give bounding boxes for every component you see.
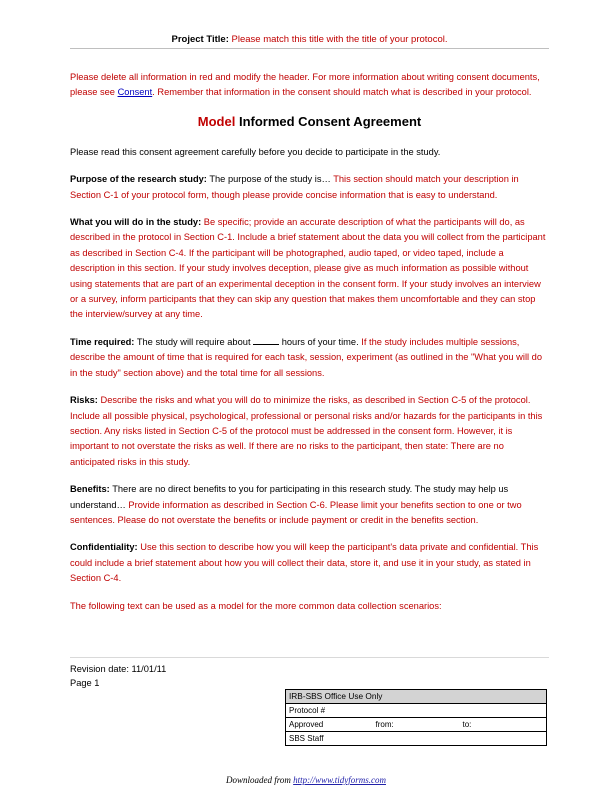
section-time-required-red: If the study includes multiple sessions, describe the amount of time that is required for each task, session, experiment (as outlined in the "What you will do in the study" section above) and the total time for all sessions.: [70, 336, 542, 378]
section-risks: [70, 393, 549, 470]
page-footer: [70, 662, 166, 690]
table-row: [286, 718, 547, 732]
section-risks-red: Describe the risks and what you will do to minimize the risks, as described in Section C-5 of the protocol. Include all possible physical, psychological, professional or personal risks and/or hazards for the participants in this section. Any risks listed in Section C-5 of the protocol must be addressed in the consent form. However, it is important to not overstate the risks as well. If there are no risks to the participant, then state: There are no anticipated risks in this study.: [70, 395, 543, 467]
section-benefits-black: There are no direct benefits to you for participating in this research study. The study may help us understand…: [70, 484, 509, 510]
revision-date: Revision date: 11/01/11: [70, 664, 167, 674]
section-confidentiality: [70, 540, 549, 586]
header-divider: [70, 48, 549, 49]
page-title-highlight: Model: [197, 113, 236, 129]
section-purpose-red: This section should match your description in Section C-1 of your protocol form, though please provide concise information that is easy to understand.: [70, 174, 519, 200]
protocol-number-label: Protocol #: [286, 704, 373, 718]
header-project-title-line: [70, 33, 549, 46]
document-body: [70, 70, 549, 626]
protocol-number-field[interactable]: [373, 704, 460, 718]
approved-label: Approved: [286, 718, 373, 732]
section-benefits-label: Benefits:: [70, 484, 110, 495]
sbs-staff-label: SBS Staff: [286, 732, 373, 746]
section-confidentiality-label: Confidentiality:: [70, 542, 138, 553]
section-purpose-label: Purpose of the research study:: [70, 174, 207, 185]
intro-text-part2: . Remember that information in the consent should match what is described in your protocol.: [152, 87, 532, 98]
consent-link[interactable]: Consent: [117, 87, 153, 98]
table-row: [286, 704, 547, 718]
approved-to-field[interactable]: to:: [460, 718, 547, 732]
time-required-blank-field[interactable]: [253, 344, 279, 345]
office-use-table-header: IRB-SBS Office Use Only: [286, 690, 547, 704]
header-project-title-instruction: Please match this title with the title of your protocol.: [228, 34, 448, 45]
table-row-header: [286, 690, 547, 704]
office-use-table: [285, 689, 547, 746]
section-risks-label: Risks:: [70, 395, 98, 406]
section-purpose: [70, 172, 549, 203]
footer-divider: [70, 657, 549, 658]
section-benefits-red: Provide information as described in Section C-6. Please limit your benefits section to one or two sentences. Please do not overstate the benefits or include payment or credit in the benefits section.: [70, 499, 522, 525]
section-time-required-black-before: The study will require about: [134, 336, 254, 347]
page-header: [70, 33, 549, 46]
sbs-staff-field[interactable]: [373, 732, 460, 746]
intro-paragraph: [70, 70, 549, 101]
sbs-staff-field-2[interactable]: [460, 732, 547, 746]
page-title-rest: Informed Consent Agreement: [235, 113, 422, 129]
section-time-required: [70, 335, 549, 381]
download-attribution: [0, 775, 612, 785]
intro-text-part1: Please delete all information in red and modify the header. For more information about writing consent documents, please see: [70, 72, 540, 98]
closing-note: The following text can be used as a model for the more common data collection scenarios:: [70, 600, 442, 611]
page-title: [70, 113, 549, 131]
lead-paragraph: Please read this consent agreement carefully before you decide to participate in the study.: [70, 146, 441, 157]
section-time-required-black-after: hours of your time.: [279, 336, 359, 347]
page-number: Page 1: [70, 678, 100, 688]
protocol-number-field-2[interactable]: [460, 704, 547, 718]
section-what-you-will-do-label: What you will do in the study:: [70, 217, 202, 228]
attribution-url[interactable]: http://www.tidyforms.com: [293, 775, 386, 785]
section-what-you-will-do-red: Be specific; provide an accurate description of what the participants will do, as described in the protocol in Section C-1. Include a brief statement about the data you will collect from the participant as described in Section C-4. If the participant will be photographed, audio taped, or video taped, include a description in this section. If your study involves deception, please give as much information as possible without using statements that are part of an experimental deception in the consent form. If your study involves an interview or a survey, inform participants that they can skip any question that makes them uncomfortable and they can stop the interview/survey at any time.: [70, 217, 546, 320]
section-purpose-black: The purpose of the study is…: [206, 174, 331, 185]
approved-from-field[interactable]: from:: [373, 718, 460, 732]
header-project-title-label: Project Title:: [171, 34, 229, 45]
table-row: [286, 732, 547, 746]
section-what-you-will-do: [70, 215, 549, 323]
section-confidentiality-red: Use this section to describe how you will keep the participant's data private and confidential. This could include a brief statement about how you will collect their data, store it, and use it in your study, as stated in Section C-4.: [70, 542, 539, 584]
section-time-required-label: Time required:: [70, 336, 135, 347]
attribution-prefix: Downloaded from: [225, 775, 294, 785]
section-benefits: [70, 482, 549, 528]
